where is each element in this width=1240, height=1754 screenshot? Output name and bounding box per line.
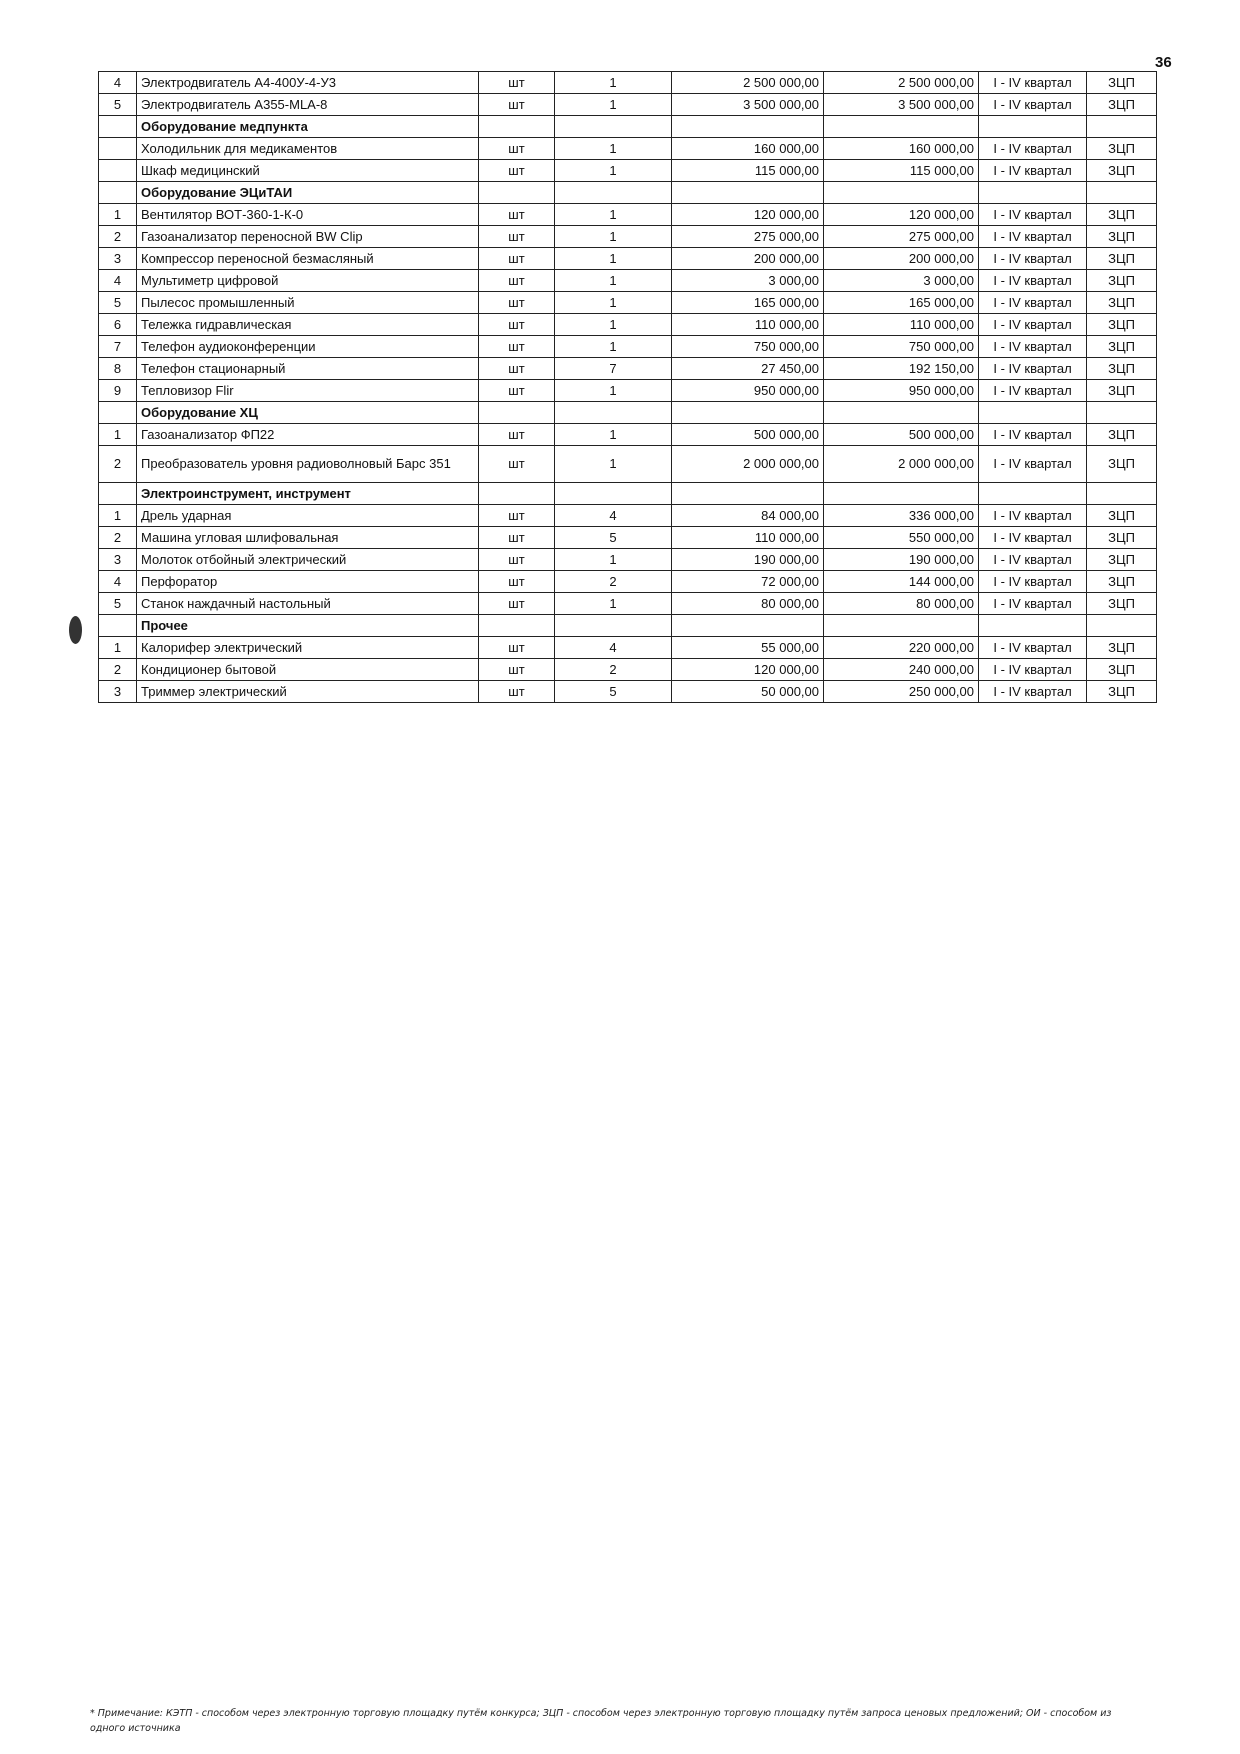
quantity-cell <box>555 483 672 505</box>
period-cell: I - IV квартал <box>979 505 1087 527</box>
period-cell: I - IV квартал <box>979 314 1087 336</box>
method-cell: ЗЦП <box>1087 94 1157 116</box>
section-row <box>99 615 1157 637</box>
period-cell: I - IV квартал <box>979 681 1087 703</box>
binder-hole-mark <box>69 616 82 644</box>
row-number: 8 <box>99 358 137 380</box>
total-cost-cell <box>824 182 979 204</box>
row-number <box>99 182 137 204</box>
row-number: 4 <box>99 571 137 593</box>
item-name: Перфоратор <box>137 571 479 593</box>
row-number: 7 <box>99 336 137 358</box>
unit-price-cell: 72 000,00 <box>672 571 824 593</box>
quantity-cell: 2 <box>555 659 672 681</box>
method-cell: ЗЦП <box>1087 314 1157 336</box>
total-cost-cell: 115 000,00 <box>824 160 979 182</box>
period-cell: I - IV квартал <box>979 637 1087 659</box>
item-name: Пылесос промышленный <box>137 292 479 314</box>
total-cost-cell: 120 000,00 <box>824 204 979 226</box>
item-name: Мультиметр цифровой <box>137 270 479 292</box>
quantity-cell: 5 <box>555 527 672 549</box>
procurement-table <box>98 71 1157 703</box>
quantity-cell <box>555 182 672 204</box>
method-cell <box>1087 182 1157 204</box>
item-name: Станок наждачный настольный <box>137 593 479 615</box>
row-number: 2 <box>99 659 137 681</box>
row-number: 5 <box>99 593 137 615</box>
table-row <box>99 527 1157 549</box>
quantity-cell: 1 <box>555 336 672 358</box>
quantity-cell: 4 <box>555 505 672 527</box>
quantity-cell: 1 <box>555 94 672 116</box>
item-name: Газоанализатор переносной BW Clip <box>137 226 479 248</box>
item-name: Преобразователь уровня радиоволновый Барс 351 <box>137 446 479 483</box>
unit-price-cell: 190 000,00 <box>672 549 824 571</box>
period-cell: I - IV квартал <box>979 336 1087 358</box>
unit-cell: шт <box>479 505 555 527</box>
method-cell: ЗЦП <box>1087 424 1157 446</box>
method-cell: ЗЦП <box>1087 336 1157 358</box>
item-name: Дрель ударная <box>137 505 479 527</box>
table-row <box>99 637 1157 659</box>
unit-cell: шт <box>479 160 555 182</box>
quantity-cell: 1 <box>555 380 672 402</box>
quantity-cell: 1 <box>555 593 672 615</box>
total-cost-cell <box>824 116 979 138</box>
table-row <box>99 160 1157 182</box>
table-row <box>99 94 1157 116</box>
total-cost-cell: 192 150,00 <box>824 358 979 380</box>
period-cell <box>979 483 1087 505</box>
unit-price-cell: 55 000,00 <box>672 637 824 659</box>
row-number: 9 <box>99 380 137 402</box>
unit-cell <box>479 483 555 505</box>
table-body <box>99 72 1157 703</box>
quantity-cell: 2 <box>555 571 672 593</box>
unit-price-cell: 275 000,00 <box>672 226 824 248</box>
item-name: Кондиционер бытовой <box>137 659 479 681</box>
unit-price-cell: 110 000,00 <box>672 314 824 336</box>
row-number: 2 <box>99 226 137 248</box>
item-name: Телефон стационарный <box>137 358 479 380</box>
item-name: Электродвигатель А355-MLA-8 <box>137 94 479 116</box>
item-name: Триммер электрический <box>137 681 479 703</box>
period-cell: I - IV квартал <box>979 593 1087 615</box>
unit-price-cell: 750 000,00 <box>672 336 824 358</box>
method-cell <box>1087 615 1157 637</box>
total-cost-cell: 336 000,00 <box>824 505 979 527</box>
unit-price-cell: 120 000,00 <box>672 659 824 681</box>
item-name: Телефон аудиоконференции <box>137 336 479 358</box>
item-name: Холодильник для медикаментов <box>137 138 479 160</box>
period-cell: I - IV квартал <box>979 160 1087 182</box>
method-cell: ЗЦП <box>1087 659 1157 681</box>
unit-price-cell: 3 000,00 <box>672 270 824 292</box>
table-row <box>99 593 1157 615</box>
row-number: 2 <box>99 527 137 549</box>
unit-price-cell: 27 450,00 <box>672 358 824 380</box>
period-cell: I - IV квартал <box>979 659 1087 681</box>
total-cost-cell <box>824 483 979 505</box>
quantity-cell: 1 <box>555 292 672 314</box>
section-row <box>99 402 1157 424</box>
total-cost-cell: 750 000,00 <box>824 336 979 358</box>
unit-cell: шт <box>479 549 555 571</box>
total-cost-cell: 165 000,00 <box>824 292 979 314</box>
unit-cell: шт <box>479 358 555 380</box>
unit-price-cell <box>672 182 824 204</box>
item-name: Прочее <box>137 615 479 637</box>
total-cost-cell: 220 000,00 <box>824 637 979 659</box>
item-name: Оборудование медпункта <box>137 116 479 138</box>
unit-price-cell: 500 000,00 <box>672 424 824 446</box>
method-cell: ЗЦП <box>1087 160 1157 182</box>
quantity-cell: 4 <box>555 637 672 659</box>
unit-cell: шт <box>479 94 555 116</box>
method-cell: ЗЦП <box>1087 138 1157 160</box>
period-cell: I - IV квартал <box>979 424 1087 446</box>
unit-price-cell: 950 000,00 <box>672 380 824 402</box>
period-cell: I - IV квартал <box>979 292 1087 314</box>
unit-price-cell: 120 000,00 <box>672 204 824 226</box>
quantity-cell: 5 <box>555 681 672 703</box>
unit-price-cell: 50 000,00 <box>672 681 824 703</box>
unit-cell: шт <box>479 138 555 160</box>
row-number <box>99 116 137 138</box>
item-name: Тепловизор Flir <box>137 380 479 402</box>
period-cell: I - IV квартал <box>979 527 1087 549</box>
section-row <box>99 182 1157 204</box>
method-cell: ЗЦП <box>1087 593 1157 615</box>
unit-cell <box>479 615 555 637</box>
footnote: * Примечание: КЭТП - способом через электронную торговую площадку путём конкурса; ЗЦП - способом через электронную торговую площадку путём запроса ценовых предложений; ОИ - способом из одного источника <box>90 1708 1112 1734</box>
row-number <box>99 615 137 637</box>
total-cost-cell: 250 000,00 <box>824 681 979 703</box>
period-cell: I - IV квартал <box>979 549 1087 571</box>
quantity-cell: 1 <box>555 314 672 336</box>
item-name: Тележка гидравлическая <box>137 314 479 336</box>
period-cell: I - IV квартал <box>979 358 1087 380</box>
row-number: 1 <box>99 204 137 226</box>
method-cell <box>1087 402 1157 424</box>
total-cost-cell <box>824 615 979 637</box>
method-cell: ЗЦП <box>1087 637 1157 659</box>
row-number: 1 <box>99 505 137 527</box>
table-row <box>99 571 1157 593</box>
method-cell <box>1087 116 1157 138</box>
unit-price-cell: 115 000,00 <box>672 160 824 182</box>
unit-cell: шт <box>479 593 555 615</box>
unit-price-cell: 84 000,00 <box>672 505 824 527</box>
unit-cell <box>479 402 555 424</box>
method-cell: ЗЦП <box>1087 292 1157 314</box>
table-row <box>99 549 1157 571</box>
total-cost-cell: 950 000,00 <box>824 380 979 402</box>
table-row <box>99 248 1157 270</box>
unit-price-cell: 110 000,00 <box>672 527 824 549</box>
period-cell: I - IV квартал <box>979 380 1087 402</box>
page-number: 36 <box>1155 54 1172 71</box>
item-name: Калорифер электрический <box>137 637 479 659</box>
unit-price-cell <box>672 402 824 424</box>
unit-price-cell: 160 000,00 <box>672 138 824 160</box>
table-row <box>99 292 1157 314</box>
unit-cell: шт <box>479 659 555 681</box>
table-row <box>99 681 1157 703</box>
method-cell <box>1087 483 1157 505</box>
row-number: 2 <box>99 446 137 483</box>
period-cell: I - IV квартал <box>979 94 1087 116</box>
total-cost-cell: 144 000,00 <box>824 571 979 593</box>
unit-cell <box>479 116 555 138</box>
period-cell: I - IV квартал <box>979 204 1087 226</box>
table-row <box>99 380 1157 402</box>
unit-cell: шт <box>479 424 555 446</box>
unit-cell: шт <box>479 226 555 248</box>
unit-price-cell <box>672 615 824 637</box>
unit-price-cell: 80 000,00 <box>672 593 824 615</box>
unit-price-cell <box>672 483 824 505</box>
total-cost-cell: 190 000,00 <box>824 549 979 571</box>
unit-price-cell: 165 000,00 <box>672 292 824 314</box>
unit-cell: шт <box>479 637 555 659</box>
unit-cell: шт <box>479 292 555 314</box>
table-row <box>99 336 1157 358</box>
method-cell: ЗЦП <box>1087 571 1157 593</box>
quantity-cell: 1 <box>555 446 672 483</box>
total-cost-cell: 2 500 000,00 <box>824 72 979 94</box>
method-cell: ЗЦП <box>1087 72 1157 94</box>
method-cell: ЗЦП <box>1087 505 1157 527</box>
method-cell: ЗЦП <box>1087 380 1157 402</box>
quantity-cell: 1 <box>555 424 672 446</box>
quantity-cell: 1 <box>555 72 672 94</box>
table-row <box>99 204 1157 226</box>
quantity-cell <box>555 615 672 637</box>
unit-cell: шт <box>479 314 555 336</box>
row-number <box>99 138 137 160</box>
unit-cell: шт <box>479 248 555 270</box>
quantity-cell: 1 <box>555 248 672 270</box>
period-cell: I - IV квартал <box>979 138 1087 160</box>
total-cost-cell: 550 000,00 <box>824 527 979 549</box>
total-cost-cell: 3 500 000,00 <box>824 94 979 116</box>
item-name: Электродвигатель А4-400У-4-У3 <box>137 72 479 94</box>
table-row <box>99 226 1157 248</box>
period-cell <box>979 182 1087 204</box>
unit-price-cell: 2 500 000,00 <box>672 72 824 94</box>
method-cell: ЗЦП <box>1087 527 1157 549</box>
unit-cell: шт <box>479 72 555 94</box>
unit-cell: шт <box>479 204 555 226</box>
quantity-cell <box>555 116 672 138</box>
table-row <box>99 424 1157 446</box>
unit-cell: шт <box>479 571 555 593</box>
quantity-cell: 1 <box>555 138 672 160</box>
unit-cell: шт <box>479 270 555 292</box>
method-cell: ЗЦП <box>1087 681 1157 703</box>
table-row <box>99 270 1157 292</box>
total-cost-cell: 110 000,00 <box>824 314 979 336</box>
section-row <box>99 116 1157 138</box>
period-cell: I - IV квартал <box>979 248 1087 270</box>
total-cost-cell: 80 000,00 <box>824 593 979 615</box>
quantity-cell: 1 <box>555 270 672 292</box>
period-cell <box>979 615 1087 637</box>
item-name: Электроинструмент, инструмент <box>137 483 479 505</box>
unit-price-cell: 3 500 000,00 <box>672 94 824 116</box>
method-cell: ЗЦП <box>1087 270 1157 292</box>
period-cell: I - IV квартал <box>979 226 1087 248</box>
section-row <box>99 483 1157 505</box>
table-row <box>99 446 1157 483</box>
row-number: 3 <box>99 248 137 270</box>
table-row <box>99 72 1157 94</box>
unit-price-cell: 200 000,00 <box>672 248 824 270</box>
table-row <box>99 659 1157 681</box>
period-cell <box>979 402 1087 424</box>
quantity-cell: 1 <box>555 549 672 571</box>
quantity-cell: 7 <box>555 358 672 380</box>
unit-cell: шт <box>479 446 555 483</box>
period-cell: I - IV квартал <box>979 72 1087 94</box>
row-number: 3 <box>99 681 137 703</box>
table-row <box>99 505 1157 527</box>
period-cell: I - IV квартал <box>979 571 1087 593</box>
item-name: Машина угловая шлифовальная <box>137 527 479 549</box>
item-name: Молоток отбойный электрический <box>137 549 479 571</box>
row-number: 6 <box>99 314 137 336</box>
unit-cell: шт <box>479 681 555 703</box>
method-cell: ЗЦП <box>1087 248 1157 270</box>
item-name: Оборудование ХЦ <box>137 402 479 424</box>
row-number <box>99 402 137 424</box>
row-number: 4 <box>99 72 137 94</box>
unit-cell: шт <box>479 527 555 549</box>
period-cell <box>979 116 1087 138</box>
total-cost-cell: 160 000,00 <box>824 138 979 160</box>
item-name: Компрессор переносной безмасляный <box>137 248 479 270</box>
unit-cell: шт <box>479 380 555 402</box>
period-cell: I - IV квартал <box>979 270 1087 292</box>
quantity-cell: 1 <box>555 226 672 248</box>
row-number <box>99 483 137 505</box>
total-cost-cell: 240 000,00 <box>824 659 979 681</box>
total-cost-cell: 200 000,00 <box>824 248 979 270</box>
item-name: Оборудование ЭЦиТАИ <box>137 182 479 204</box>
row-number: 5 <box>99 94 137 116</box>
table-row <box>99 138 1157 160</box>
method-cell: ЗЦП <box>1087 204 1157 226</box>
table-row <box>99 358 1157 380</box>
row-number: 3 <box>99 549 137 571</box>
method-cell: ЗЦП <box>1087 226 1157 248</box>
total-cost-cell: 500 000,00 <box>824 424 979 446</box>
unit-price-cell <box>672 116 824 138</box>
row-number: 1 <box>99 637 137 659</box>
method-cell: ЗЦП <box>1087 446 1157 483</box>
unit-price-cell: 2 000 000,00 <box>672 446 824 483</box>
quantity-cell: 1 <box>555 160 672 182</box>
method-cell: ЗЦП <box>1087 549 1157 571</box>
method-cell: ЗЦП <box>1087 358 1157 380</box>
table-row <box>99 314 1157 336</box>
row-number: 4 <box>99 270 137 292</box>
total-cost-cell <box>824 402 979 424</box>
total-cost-cell: 3 000,00 <box>824 270 979 292</box>
total-cost-cell: 275 000,00 <box>824 226 979 248</box>
row-number: 1 <box>99 424 137 446</box>
quantity-cell: 1 <box>555 204 672 226</box>
quantity-cell <box>555 402 672 424</box>
row-number: 5 <box>99 292 137 314</box>
item-name: Шкаф медицинский <box>137 160 479 182</box>
item-name: Газоанализатор ФП22 <box>137 424 479 446</box>
unit-cell: шт <box>479 336 555 358</box>
period-cell: I - IV квартал <box>979 446 1087 483</box>
item-name: Вентилятор ВОТ-360-1-К-0 <box>137 204 479 226</box>
row-number <box>99 160 137 182</box>
total-cost-cell: 2 000 000,00 <box>824 446 979 483</box>
unit-cell <box>479 182 555 204</box>
